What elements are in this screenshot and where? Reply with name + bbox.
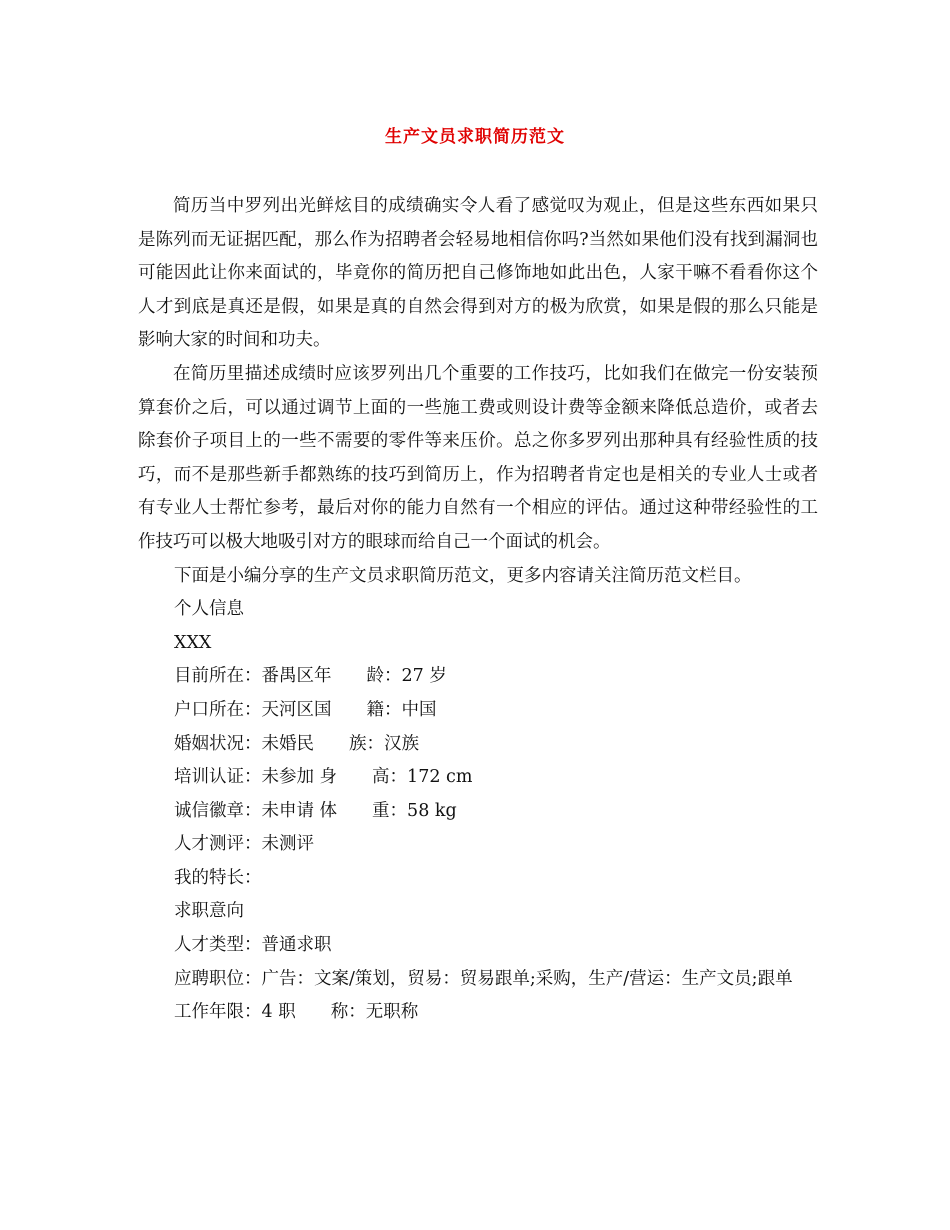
- info-training-height: 培训认证：未参加 身 高：172 cm: [174, 767, 473, 788]
- section-heading-personal-info: 个人信息: [174, 599, 244, 620]
- info-badge-weight: 诚信徽章：未申请 体 重：58 kg: [174, 800, 457, 821]
- section-heading-job-intention: 求职意向: [174, 901, 244, 922]
- info-marital-ethnicity: 婚姻状况：未婚民 族：汉族: [174, 733, 419, 754]
- paragraph-2: 在简历里描述成绩时应该罗列出几个重要的工作技巧，比如我们在做完一份安装预算套价之后，可以通过调节上面的一些施工费或则设计费等金额来降低总造价，或者去除套价子项目上的一些不需要的零件等来压价。总之你多罗列出那种具有经验性质的技巧，而不是那些新手都熟练的技巧到简历上，作为招聘者肯定也是相关的专业人士或者有专业人士帮忙参考，最后对你的能力自然有一个相应的评估。通过这种带经验性的工作技巧可以极大地吸引对方的眼球而给自己一个面试的机会。: [138, 363, 818, 552]
- paragraph-1: 简历当中罗列出光鲜炫目的成绩确实令人看了感觉叹为观止，但是这些东西如果只是陈列而无证据匹配，那么作为招聘者会轻易地相信你吗?当然如果他们没有找到漏洞也可能因此让你来面试的，毕竟你的简历把自己修饰地如此出色，人家干嘛不看看你这个人才到底是真还是假，如果是真的自然会得到对方的极为欣赏，如果是假的那么只能是影响大家的时间和功夫。: [138, 196, 818, 351]
- info-talent-assessment: 人才测评：未测评: [174, 834, 314, 855]
- info-talent-type: 人才类型：普通求职: [174, 935, 332, 956]
- info-work-years-title: 工作年限：4 职 称：无职称: [174, 1002, 419, 1023]
- document-title: 生产文员求职简历范文: [385, 127, 565, 147]
- document-body: [138, 190, 818, 1030]
- info-hukou-nationality: 户口所在：天河区国 籍：中国: [174, 699, 437, 720]
- info-specialties: 我的特长：: [174, 867, 262, 888]
- info-positions: 应聘职位：广告：文案/策划，贸易：贸易跟单;采购，生产/营运：生产文员;跟单: [174, 968, 793, 989]
- info-location-age: 目前所在：番禺区年 龄：27 岁: [174, 666, 447, 687]
- intro-line: 下面是小编分享的生产文员求职简历范文，更多内容请关注简历范文栏目。: [174, 565, 752, 586]
- applicant-name: XXX: [174, 632, 212, 653]
